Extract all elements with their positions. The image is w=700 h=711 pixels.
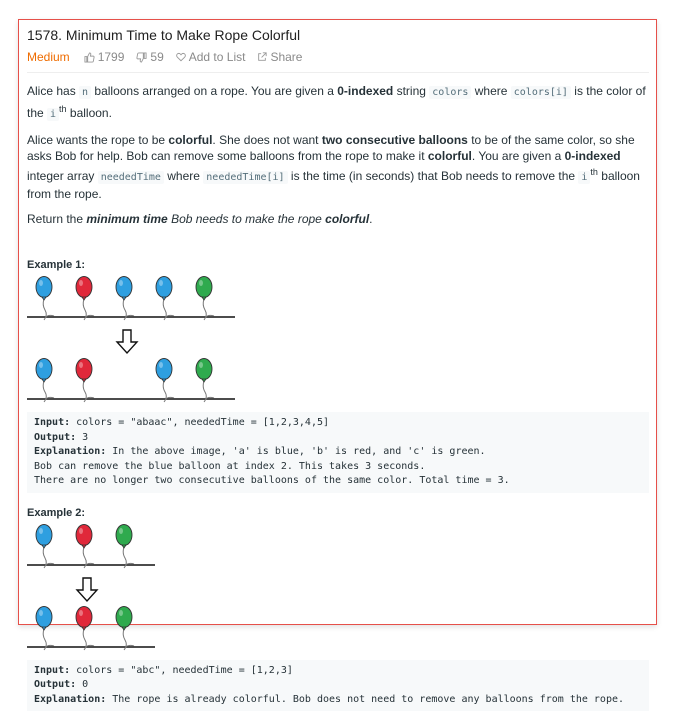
balloon-blue <box>36 606 54 650</box>
balloon-red <box>76 277 94 321</box>
description-paragraph-2: Alice wants the rope to be colorful. She does not want two consecutive balloons to be of the same color, so she asks Bob for help. Bob can remove some balloons from the rope to make it colorful. You are given a 0-indexed integer array neededTime where neededTime[i] is the time (in seconds) that Bob needs to remove the i $^{th}$ balloon from the rope. <box>27 132 649 202</box>
example-1-label: Example 1: <box>27 259 649 271</box>
balloon-green <box>196 277 214 321</box>
down-arrow-icon <box>117 330 137 353</box>
add-to-list-button[interactable] <box>176 50 246 64</box>
difficulty-badge: Medium <box>27 50 70 64</box>
share-button[interactable] <box>257 50 302 64</box>
balloon-red <box>76 524 94 568</box>
problem-title: 1578. Minimum Time to Make Rope Colorful <box>27 26 649 44</box>
balloon-green <box>116 606 134 650</box>
heart-icon <box>176 52 186 62</box>
like-count: 1799 <box>98 50 125 64</box>
balloon-blue <box>116 277 134 321</box>
balloon-blue <box>156 359 174 403</box>
like-button[interactable] <box>84 50 125 64</box>
balloon-blue <box>36 277 54 321</box>
balloon-red <box>76 359 94 403</box>
share-label: Share <box>270 50 302 64</box>
example-1-figure <box>27 277 257 407</box>
problem-meta <box>27 49 649 65</box>
dislike-button[interactable] <box>136 50 163 64</box>
example-2-label: Example 2: <box>27 507 649 519</box>
balloon-red <box>76 606 94 650</box>
balloon-blue <box>156 277 174 321</box>
description-paragraph-3: Return the minimum time Bob needs to make the rope colorful. <box>27 211 649 227</box>
divider <box>27 72 649 73</box>
example-2-figure <box>27 525 257 655</box>
description-paragraph-1: Alice has n balloons arranged on a rope. You are given a 0-indexed string colors where colors[i] is the color of the i $^{th}$ balloon. <box>27 83 649 123</box>
down-arrow-icon <box>77 578 97 601</box>
balloon-green <box>116 524 134 568</box>
dislike-count: 59 <box>150 50 163 64</box>
thumbs-down-icon <box>136 52 147 63</box>
example-2-io: Input: colors = "abc", neededTime = [1,2,3] Output: 0 Explanation: The rope is already colorful. Bob does not need to remove any balloons from the rope. <box>27 660 649 711</box>
problem-panel <box>18 19 657 625</box>
add-to-list-label: Add to List <box>189 50 246 64</box>
balloon-green <box>196 359 214 403</box>
balloon-blue <box>36 524 54 568</box>
balloon-blue <box>36 359 54 403</box>
example-1-io: Input: colors = "abaac", neededTime = [1,2,3,4,5] Output: 3 Explanation: In the above image, 'a' is blue, 'b' is red, and 'c' is green. Bob can remove the blue balloon at index 2. This takes 3 seconds. There are no longer two consecutive balloons of the same color. Total time = 3. <box>27 412 649 493</box>
problem-content <box>27 26 649 711</box>
thumbs-up-icon <box>84 52 95 63</box>
share-icon <box>257 52 267 62</box>
